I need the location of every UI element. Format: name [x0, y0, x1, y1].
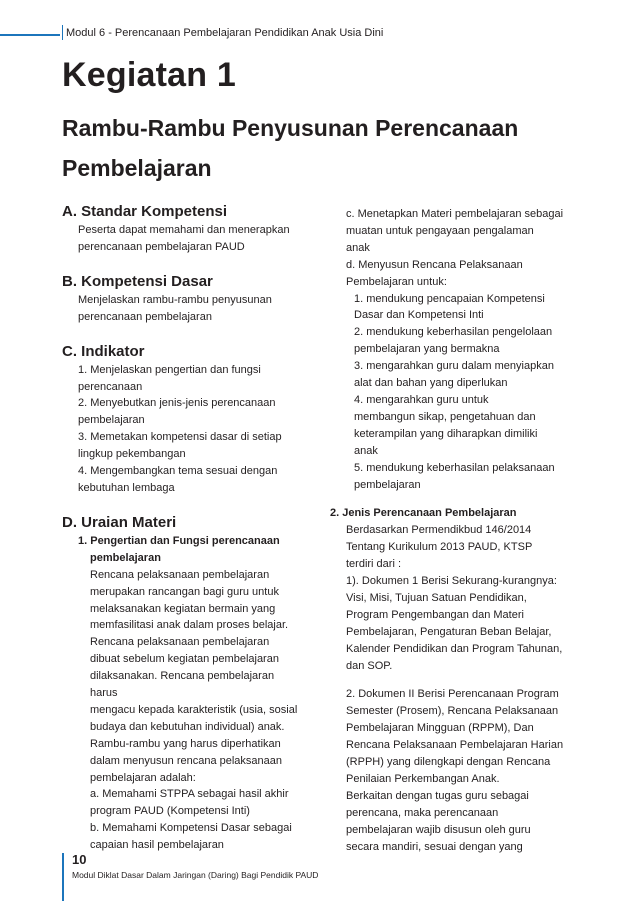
body-line: Semester (Prosem), Rencana Pelaksanaan	[346, 705, 559, 718]
page-subtitle: Rambu-Rambu Penyusunan Perencanaan Pembelajaran	[62, 115, 519, 181]
body-line: Visi, Misi, Tujuan Satuan Pendidikan,	[346, 591, 527, 604]
body-line: mengacu kepada karakteristik (usia, sosial	[90, 703, 298, 716]
body-line: Berdasarkan Permendikbud 146/2014	[346, 524, 532, 537]
header-rule	[0, 34, 60, 36]
body-line: terdiri dari :	[346, 558, 402, 571]
footer-text: Modul Diklat Dasar Dalam Jaringan (Daring) Bagi Pendidik PAUD	[72, 870, 319, 880]
subsection-1-heading: 1. Pengertian dan Fungsi perencanaan	[78, 534, 280, 547]
list-item: alat dan bahan yang diperlukan	[354, 377, 508, 390]
section-b-heading: B. Kompetensi Dasar	[62, 272, 213, 290]
body-line: melaksanakan kegiatan bermain yang	[90, 602, 276, 615]
indicator-line: pembelajaran	[78, 414, 145, 427]
body-line: secara mandiri, sesuai dengan yang	[346, 840, 523, 853]
list-item: 3. mengarahkan guru dalam menyiapkan	[354, 360, 554, 373]
body-line: Pembelajaran, Pengaturan Beban Belajar,	[346, 625, 552, 638]
section-a-heading: A. Standar Kompetensi	[62, 203, 228, 220]
body-line: Rencana Pelaksanaan Pembelajaran Harian	[346, 739, 564, 752]
body-line: Penilaian Perkembangan Anak.	[346, 773, 500, 785]
subsection-1-heading-cont: pembelajaran	[90, 551, 161, 564]
body-line: Berkaitan dengan tugas guru sebagai	[346, 789, 529, 802]
body-line: dalam menyusun rencana pelaksanaan	[90, 754, 283, 767]
body-line: perencana, maka perencanaan	[346, 806, 499, 819]
list-item: 1. mendukung pencapaian Kompetensi	[354, 292, 545, 305]
indicator-line: 3. Memetakan kompetensi dasar di setiap	[78, 431, 282, 444]
indicator-line: 2. Menyebutkan jenis-jenis perencanaan	[78, 397, 276, 410]
indicator-line: 1. Menjelaskan pengertian dan fungsi	[78, 363, 261, 376]
list-item: 4. mengarahkan guru untuk	[354, 393, 489, 406]
indicator-line: kebutuhan lembaga	[78, 481, 175, 494]
list-item: pembelajaran	[354, 478, 421, 491]
body-line: Kalender Pendidikan dan Program Tahunan,	[346, 642, 563, 655]
body-line: Rencana pelaksanaan pembelajaran	[90, 568, 270, 581]
body-line: Tentang Kurikulum 2013 PAUD, KTSP	[346, 541, 533, 554]
section-c-heading: C. Indikator	[62, 342, 145, 360]
indicator-line: 4. Mengembangkan tema sesuai dengan	[78, 465, 278, 478]
body-line: Pembelajaran Mingguan (RPPM), Dan	[346, 722, 534, 735]
body-line: memfasilitasi anak dalam proses belajar.	[90, 619, 289, 632]
page-number: 10	[72, 852, 87, 867]
body-line: dan SOP.	[346, 659, 393, 672]
body-line: Program Pengembangan dan Materi	[346, 608, 524, 621]
section-b-line: Menjelaskan rambu-rambu penyusunan	[78, 293, 272, 306]
body-line: dibuat sebelum kegiatan pembelajaran	[90, 653, 279, 666]
footer-bar	[62, 853, 64, 901]
body-line: d. Menyusun Rencana Pelaksanaan	[346, 258, 523, 271]
list-item: Dasar dan Kompetensi Inti	[354, 309, 484, 322]
section-d-heading: D. Uraian Materi	[62, 513, 177, 531]
body-line: budaya dan kebutuhan individual) anak.	[90, 720, 285, 733]
body-line: program PAUD (Kompetensi Inti)	[90, 805, 250, 818]
page-title: Kegiatan 1	[62, 56, 236, 94]
body-line: (RPPH) yang dilengkapi dengan Rencana	[346, 756, 551, 769]
indicator-line: perencanaan	[78, 380, 143, 393]
list-item: 2. mendukung keberhasilan pengelolaan	[354, 326, 553, 339]
body-line: dilaksanakan. Rencana pembelajaran harus	[90, 670, 275, 700]
body-line: b. Memahami Kompetensi Dasar sebagai	[90, 822, 292, 835]
section-b-line: perencanaan pembelajaran	[78, 310, 212, 323]
list-item: pembelajaran yang bermakna	[354, 343, 500, 356]
body-line: muatan untuk pengayaan pengalaman	[346, 224, 534, 237]
list-item: membangun sikap, pengetahuan dan	[354, 410, 536, 423]
list-item: 5. mendukung keberhasilan pelaksanaan	[354, 461, 555, 474]
list-item: anak	[354, 444, 378, 457]
running-header: Modul 6 - Perencanaan Pembelajaran Pendidikan Anak Usia Dini	[66, 27, 384, 39]
body-line: Rencana pelaksanaan pembelajaran	[90, 636, 270, 649]
body-line: 1). Dokumen 1 Berisi Sekurang-kurangnya:	[346, 575, 557, 588]
body-line: c. Menetapkan Materi pembelajaran sebagai	[346, 208, 564, 220]
body-line: Pembelajaran untuk:	[346, 275, 447, 288]
left-column	[62, 202, 302, 854]
header-separator	[62, 25, 63, 40]
right-column	[330, 206, 570, 856]
indicator-line: lingkup pekembangan	[78, 448, 186, 461]
body-line: anak	[346, 241, 370, 254]
body-line: 2. Dokumen II Berisi Perencanaan Program	[346, 688, 559, 701]
body-line: merupakan rancangan bagi guru untuk	[90, 585, 279, 598]
subsection-2-heading: 2. Jenis Perencanaan Pembelajaran	[330, 507, 517, 520]
section-a-line: Peserta dapat memahami dan menerapkan	[78, 224, 290, 236]
list-item: keterampilan yang diharapkan dimiliki	[354, 427, 538, 440]
section-a-line: perencanaan pembelajaran PAUD	[78, 240, 245, 253]
body-line: capaian hasil pembelajaran	[90, 839, 224, 852]
body-line: pembelajaran wajib disusun oleh guru	[346, 823, 531, 836]
body-line: Rambu-rambu yang harus diperhatikan	[90, 737, 281, 750]
body-line: a. Memahami STPPA sebagai hasil akhir	[90, 788, 289, 801]
body-line: pembelajaran adalah:	[90, 771, 196, 784]
